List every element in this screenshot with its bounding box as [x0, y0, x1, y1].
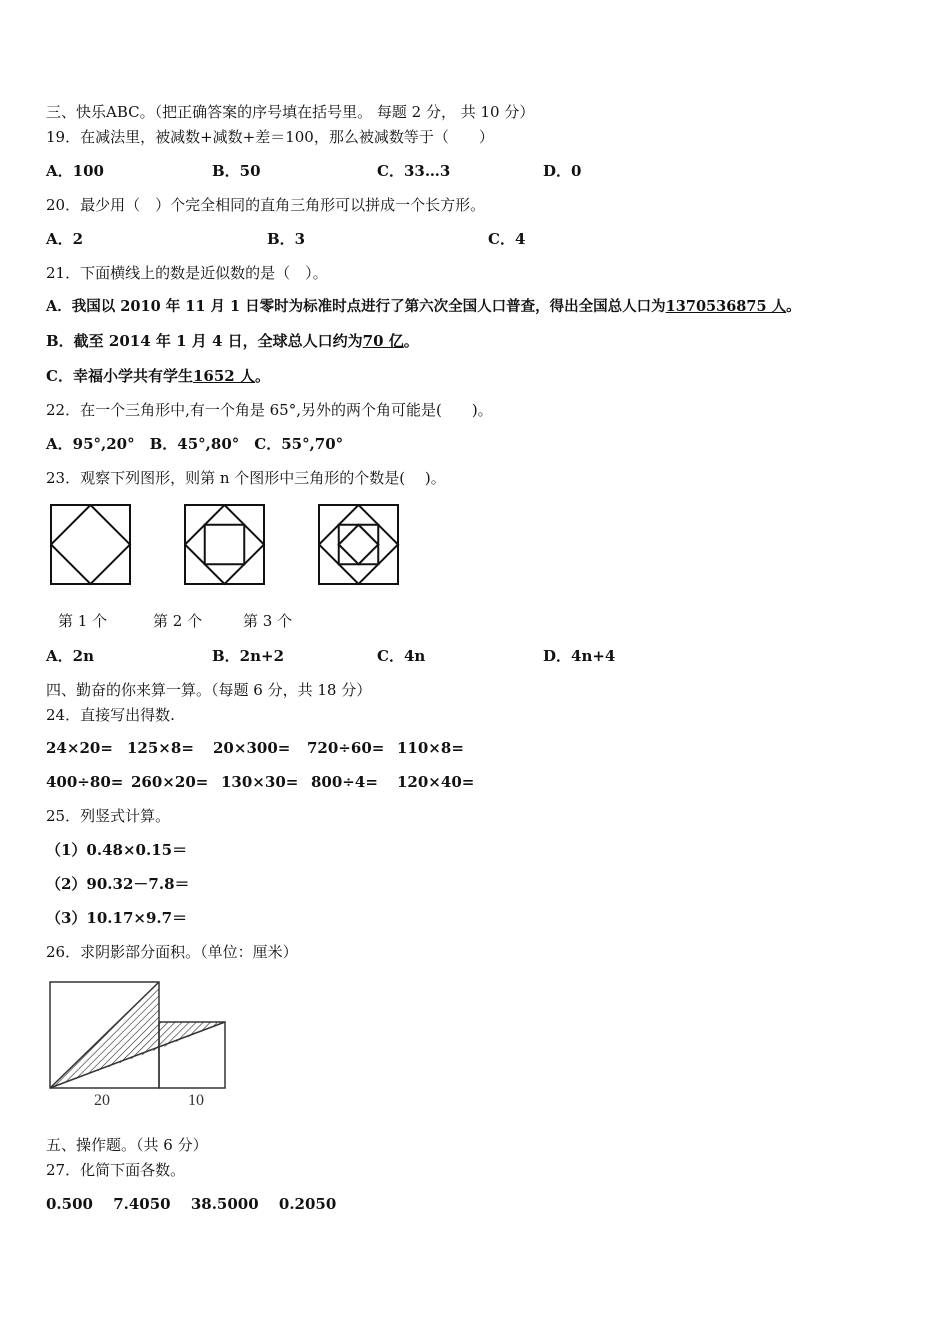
q21-a-number: 1370536875 人	[665, 298, 787, 315]
figure-3-caption: 第 3 个	[243, 612, 293, 630]
label-10: 10	[188, 1092, 204, 1109]
q20-option-a: A．2	[46, 230, 84, 248]
q25-item-1: （1）0.48×0.15＝	[46, 841, 188, 859]
q24-stem: 24．直接写出得数.	[46, 706, 175, 724]
fig3-inner-square	[339, 525, 379, 565]
section-5-title: 五、操作题。（共 6 分）	[46, 1136, 208, 1154]
q24-r1-item-5: 110×8=	[397, 739, 464, 757]
figure-1-caption: 第 1 个	[58, 612, 108, 630]
fig3-diamond	[319, 505, 398, 584]
q23-option-d: D．4n+4	[543, 647, 616, 665]
shaded-area-figure	[44, 976, 234, 1092]
fig1-diamond	[51, 505, 130, 584]
fig2-inner-square	[205, 525, 245, 565]
q22-options: A．95°,20° B．45°,80° C．55°,70°	[46, 435, 344, 453]
q19-option-a: A．100	[46, 162, 104, 180]
q21-c-text: C．幸福小学共有学生	[46, 367, 193, 385]
q22-stem: 22．在一个三角形中,有一个角是 65°,另外的两个角可能是( )。	[46, 401, 493, 419]
q21-option-b	[46, 331, 419, 351]
q19-stem: 19．在减法里，被减数+减数+差＝100，那么被减数等于（ ）	[46, 128, 494, 146]
q20-option-b: B．3	[267, 230, 306, 248]
q21-option-a	[46, 297, 801, 317]
q20-option-c: C．4	[488, 230, 526, 248]
q19-option-b: B．50	[212, 162, 261, 180]
q21-c-number: 1652 人	[192, 367, 255, 385]
q21-a-end: 。	[786, 298, 801, 315]
q19-option-d: D．0	[543, 162, 582, 180]
figure-2	[184, 504, 266, 586]
figure-1	[50, 504, 132, 586]
q23-stem: 23．观察下列图形，则第 n 个图形中三角形的个数是( )。	[46, 469, 446, 487]
q21-option-c	[46, 366, 270, 386]
figure-3	[318, 504, 400, 586]
q24-r2-item-3: 130×30=	[221, 773, 299, 791]
q20-stem: 20．最少用（ ）个完全相同的直角三角形可以拼成一个长方形。	[46, 196, 486, 214]
q21-b-number: 70 亿	[362, 332, 404, 350]
fig2-diamond	[185, 505, 264, 584]
q23-option-a: A．2n	[46, 647, 94, 665]
q23-option-b: B．2n+2	[212, 647, 285, 665]
q24-r2-item-5: 120×40=	[397, 773, 475, 791]
q21-c-end: 。	[254, 367, 270, 385]
label-20: 20	[94, 1092, 110, 1109]
fig1-outer-square	[51, 505, 130, 584]
q25-stem: 25．列竖式计算。	[46, 807, 171, 825]
q21-b-end: 。	[403, 332, 419, 350]
fig3-outer-square	[319, 505, 398, 584]
figure-2-caption: 第 2 个	[153, 612, 203, 630]
section-4-title: 四、勤奋的你来算一算。（每题 6 分，共 18 分）	[46, 681, 372, 699]
q24-r1-item-2: 125×8=	[127, 739, 194, 757]
q24-r1-item-1: 24×20=	[46, 739, 113, 757]
q24-r2-item-4: 800÷4=	[311, 773, 378, 791]
q21-a-text: A．我国以 2010 年 11 月 1 日零时为标准时点进行了第六次全国人口普查，得出全国总人口为	[46, 298, 666, 315]
q24-r2-item-2: 260×20=	[131, 773, 209, 791]
q23-option-c: C．4n	[377, 647, 426, 665]
section-3-title: 三、快乐ABC。（把正确答案的序号填在括号里。 每题 2 分， 共 10 分）	[46, 103, 535, 121]
q19-option-c: C．33…3	[377, 162, 451, 180]
q27-numbers: 0.500 7.4050 38.5000 0.2050	[46, 1195, 337, 1213]
q26-stem: 26．求阴影部分面积。（单位：厘米）	[46, 943, 298, 961]
fig2-outer-square	[185, 505, 264, 584]
q24-r1-item-4: 720÷60=	[307, 739, 385, 757]
q24-r2-item-1: 400÷80=	[46, 773, 124, 791]
fig3-inner-diamond	[339, 525, 379, 565]
q25-item-3: （3）10.17×9.7＝	[46, 909, 188, 927]
q21-b-text: B．截至 2014 年 1 月 4 日，全球总人口约为	[46, 332, 363, 350]
q27-stem: 27．化简下面各数。	[46, 1161, 186, 1179]
q25-item-2: （2）90.32－7.8＝	[46, 875, 190, 893]
q24-r1-item-3: 20×300=	[213, 739, 291, 757]
q21-stem: 21．下面横线上的数是近似数的是（ ）。	[46, 264, 328, 282]
